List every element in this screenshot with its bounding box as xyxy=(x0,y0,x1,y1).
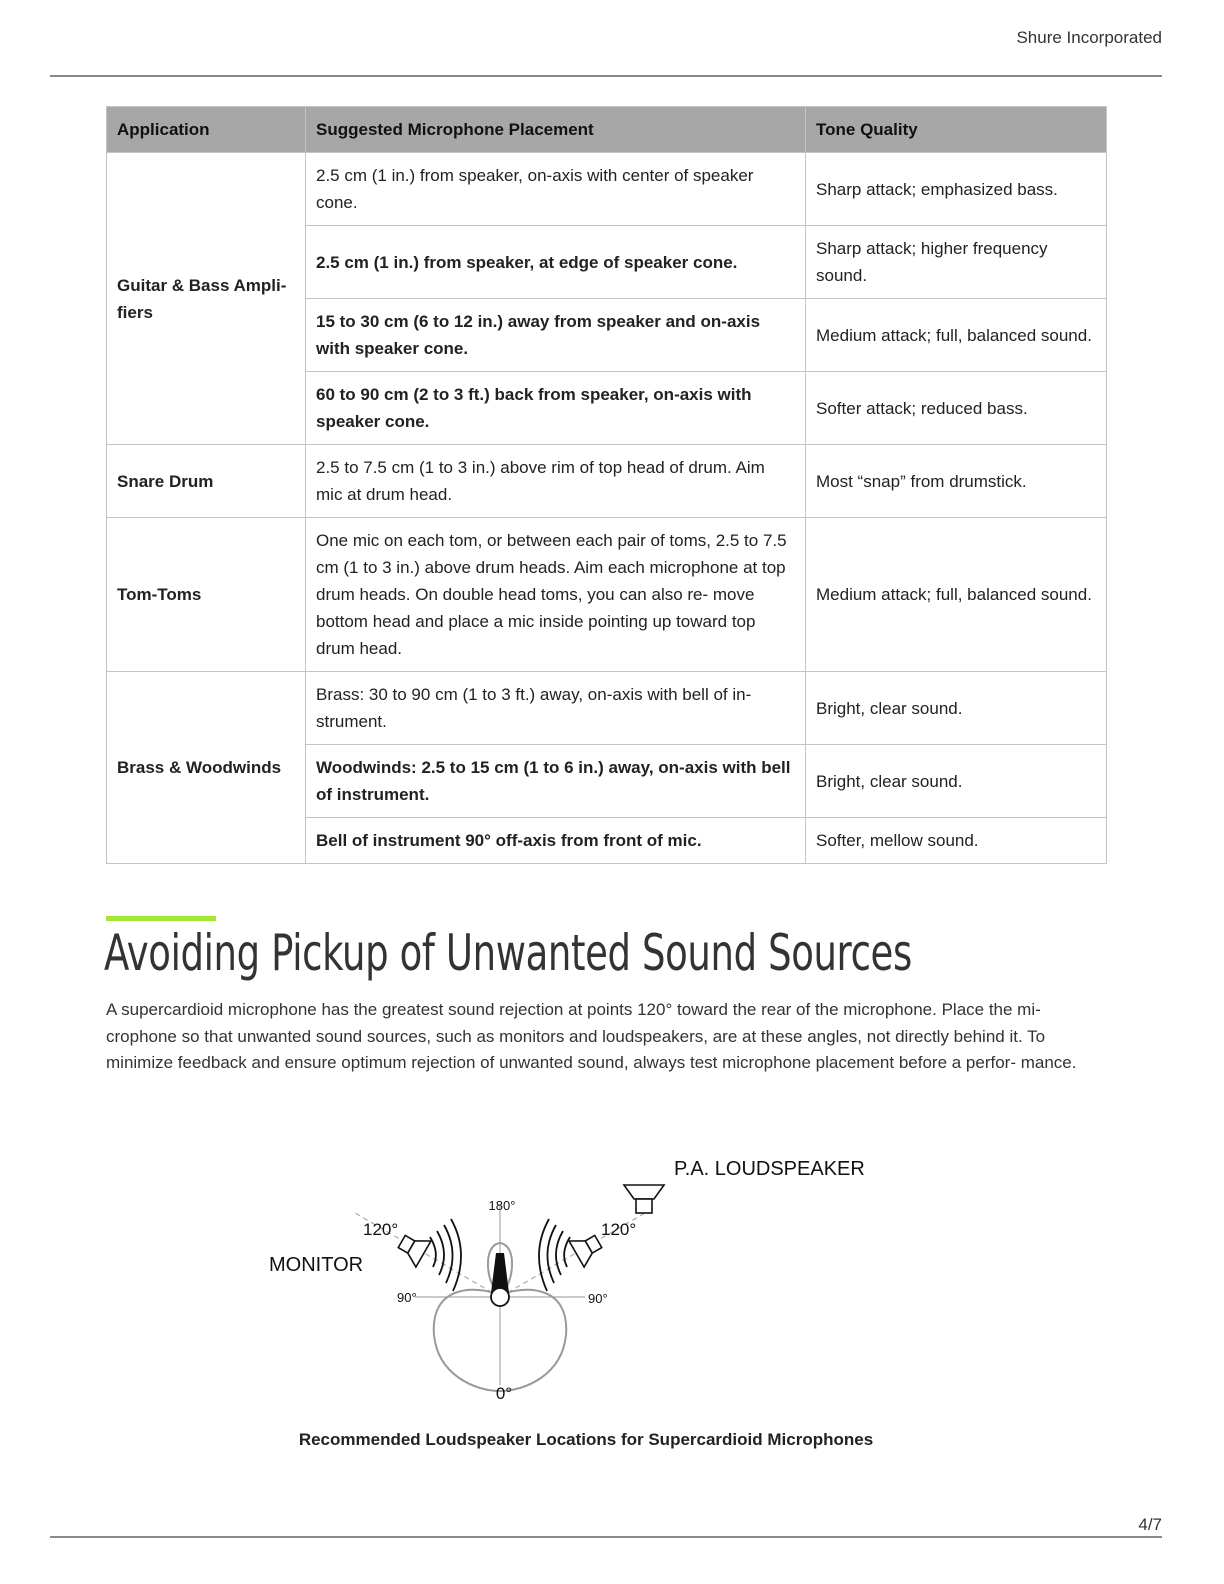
pa-loudspeaker-label: P.A. LOUDSPEAKER xyxy=(674,1158,865,1180)
table-row xyxy=(107,518,1107,672)
section-body: A supercardioid microphone has the greatest sound rejection at points 120° toward the rear of the microphone. Place the mi- crophone so that unwanted sound sources, such as monitors and loudspeakers, are at these angles, not directly behind it. To minimize feedback and ensure optimum rejection of unwanted sound, always test microphone placement before a perfor- mance. xyxy=(106,1000,1077,1072)
section-accent-bar xyxy=(106,916,216,921)
column-header: Suggested Microphone Placement xyxy=(306,107,806,153)
placement-cell: Woodwinds: 2.5 to 15 cm (1 to 6 in.) away, on-axis with bell of instrument. xyxy=(306,745,806,818)
monitor-speaker-icon xyxy=(394,1229,431,1267)
header-company-name: Shure Incorporated xyxy=(1016,28,1162,47)
table-row xyxy=(107,153,1107,226)
microphone-icon xyxy=(491,1253,509,1293)
tone-cell: Sharp attack; emphasized bass. xyxy=(806,153,1107,226)
angle-120-left-label: 120° xyxy=(363,1220,399,1239)
tone-cell: Softer, mellow sound. xyxy=(806,818,1107,864)
application-cell: Guitar & Bass Ampli- fiers xyxy=(107,153,306,445)
angle-120-right-label: 120° xyxy=(601,1220,637,1239)
page-number: 4/7 xyxy=(1138,1515,1162,1534)
application-cell: Brass & Woodwinds xyxy=(107,672,306,864)
table-row xyxy=(107,672,1107,745)
side-speaker-sound-waves xyxy=(539,1219,570,1291)
column-header: Application xyxy=(107,107,306,153)
tone-cell: Bright, clear sound. xyxy=(806,745,1107,818)
tone-cell: Bright, clear sound. xyxy=(806,672,1107,745)
monitor-label: MONITOR xyxy=(269,1254,364,1276)
footer-divider xyxy=(50,1536,1162,1538)
placement-cell: Brass: 30 to 90 cm (1 to 3 ft.) away, on-axis with bell of in- strument. xyxy=(306,672,806,745)
column-header: Tone Quality xyxy=(806,107,1107,153)
angle-90-left-label: 90° xyxy=(397,1290,417,1305)
placement-cell: 2.5 cm (1 in.) from speaker, on-axis with center of speaker cone. xyxy=(306,153,806,226)
placement-table xyxy=(106,106,1107,864)
application-cell: Tom-Toms xyxy=(107,518,306,672)
header-divider xyxy=(50,75,1162,77)
placement-cell: One mic on each tom, or between each pair of toms, 2.5 to 7.5 cm (1 to 3 in.) above drum heads. Aim each microphone at top drum heads. On double head toms, you can also re- move bottom head and place a mic inside pointing up toward top drum head. xyxy=(306,518,806,672)
angle-90-right-label: 90° xyxy=(588,1291,608,1306)
microphone-head-icon xyxy=(491,1288,509,1306)
supercardioid-diagram xyxy=(250,1145,930,1415)
table-row xyxy=(107,445,1107,518)
pa-loudspeaker-icon xyxy=(624,1185,664,1213)
placement-cell: 2.5 to 7.5 cm (1 to 3 in.) above rim of top head of drum. Aim mic at drum head. xyxy=(306,445,806,518)
placement-cell: 60 to 90 cm (2 to 3 ft.) back from speaker, on-axis with speaker cone. xyxy=(306,372,806,445)
application-cell: Snare Drum xyxy=(107,445,306,518)
table-header-row xyxy=(107,107,1107,153)
tone-cell: Most “snap” from drumstick. xyxy=(806,445,1107,518)
angle-0-label: 0° xyxy=(495,1384,513,1403)
tone-cell: Softer attack; reduced bass. xyxy=(806,372,1107,445)
diagram-caption: Recommended Loudspeaker Locations for Supercardioid Microphones xyxy=(298,1430,874,1449)
section-title: Avoiding Pickup of Unwanted Sound Sources xyxy=(104,924,912,982)
placement-cell: Bell of instrument 90° off-axis from front of mic. xyxy=(306,818,806,864)
tone-cell: Medium attack; full, balanced sound. xyxy=(806,518,1107,672)
tone-cell: Medium attack; full, balanced sound. xyxy=(806,299,1107,372)
monitor-sound-waves xyxy=(430,1219,461,1291)
angle-180-label: 180° xyxy=(488,1198,516,1213)
tone-cell: Sharp attack; higher frequency sound. xyxy=(806,226,1107,299)
placement-cell: 15 to 30 cm (6 to 12 in.) away from speaker and on-axis with speaker cone. xyxy=(306,299,806,372)
placement-cell: 2.5 cm (1 in.) from speaker, at edge of speaker cone. xyxy=(306,226,806,299)
